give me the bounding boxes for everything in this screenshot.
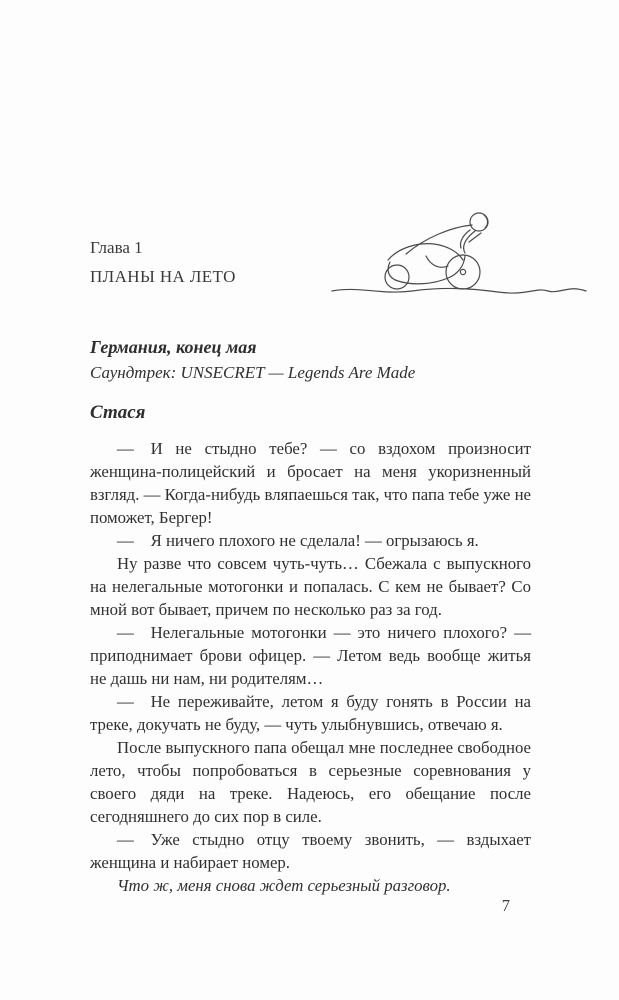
- pov-heading: Стася: [90, 402, 146, 423]
- ground-line: [332, 288, 586, 293]
- page-number: 7: [501, 896, 510, 915]
- body-paragraph: — Нелегальные мотогонки — это ничего плохого? — приподнимает брови офицер. — Летом ведь вообще житья не дашь ни нам, ни родителям…: [90, 623, 531, 688]
- chapter-title: ПЛАНЫ НА ЛЕТО: [90, 267, 236, 286]
- chapter-label: Глава 1: [90, 238, 143, 257]
- rider-leg: [426, 256, 448, 267]
- body-paragraph: После выпускного папа обещал мне последнее свободное лето, чтобы попробоваться в серьезные соревнования у своего дяди на треке. Надеюсь, его обещание после сегодняшнего до сих пор в силе.: [90, 738, 531, 826]
- body-paragraph: — И не стыдно тебе? — со вздохом произносит женщина-полицейский и бросает на меня укоризненный взгляд. — Когда-нибудь вляпаешься так, что папа тебе уже не поможет, Бергер!: [90, 439, 531, 527]
- rider-forearm: [460, 230, 470, 248]
- soundtrack-line: Саундтрек: UNSECRET — Legends Are Made: [90, 363, 416, 382]
- chapter-block: [90, 233, 236, 291]
- motorcycle-racer-illustration: [330, 204, 588, 302]
- body-paragraph: — Я ничего плохого не сделала! — огрызаюсь я.: [117, 531, 479, 550]
- body-paragraph: Ну разве что совсем чуть-чуть… Сбежала с выпускного на нелегальные мотогонки и попалась. С кем не бывает? Со мной вот бывает, причем по несколько раз за год.: [90, 554, 531, 619]
- body-paragraph: — Уже стыдно отцу твоему звонить, — вздыхает женщина и набирает номер.: [90, 830, 531, 872]
- body-paragraph: — Не переживайте, летом я буду гонять в России на треке, докучать не буду, — чуть улыбнувшись, отвечаю я.: [90, 692, 531, 734]
- front-wheel-hub: [460, 269, 465, 274]
- closing-line: Что ж, меня снова ждет серьезный разговор.: [117, 876, 451, 895]
- main-text-column: [90, 337, 531, 897]
- bike-body-top: [388, 244, 463, 260]
- location-heading: Германия, конец мая: [90, 337, 257, 357]
